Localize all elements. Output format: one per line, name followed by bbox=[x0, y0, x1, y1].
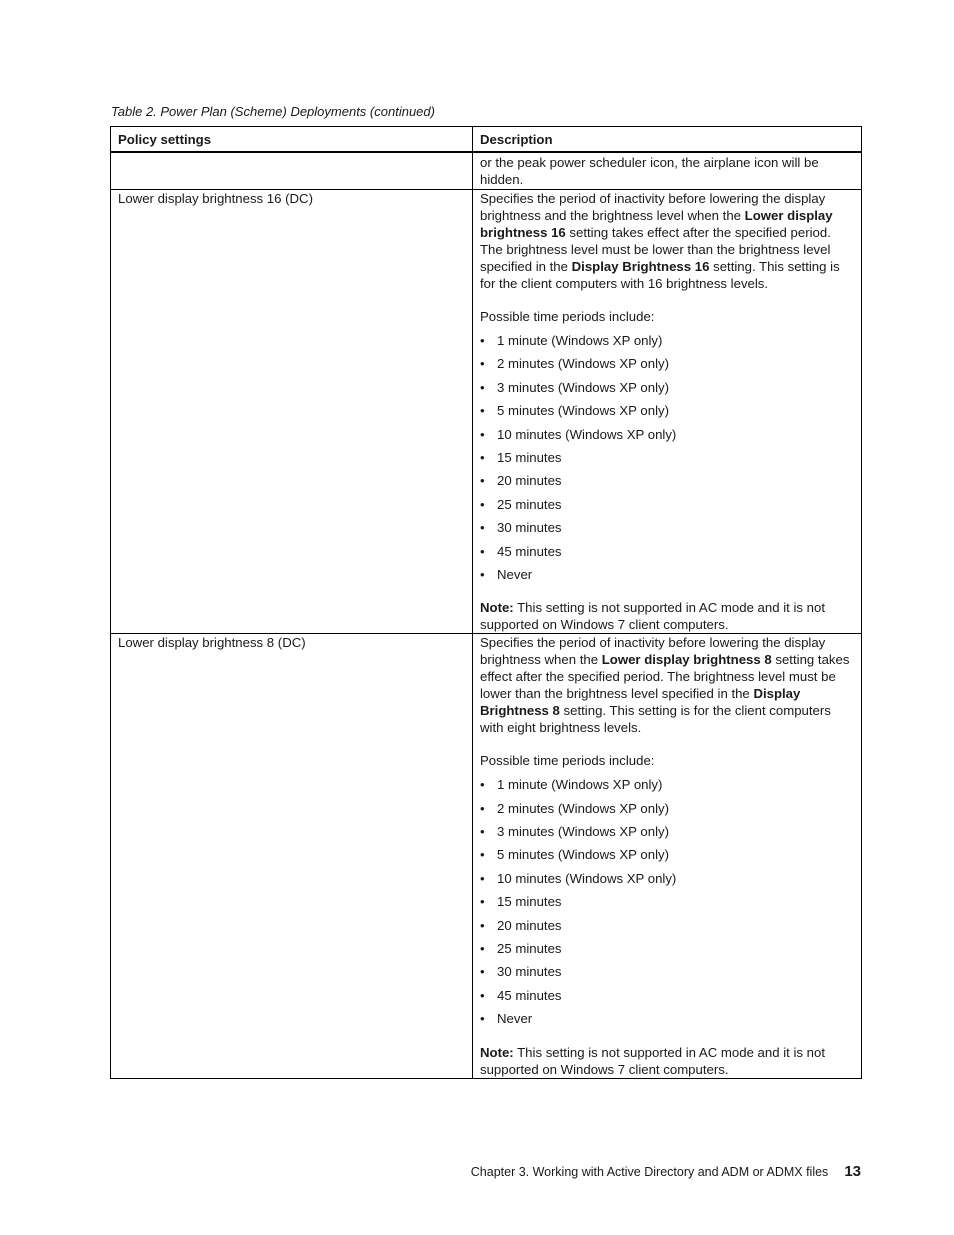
note-label: Note: bbox=[480, 600, 514, 616]
list-item: • Never bbox=[480, 566, 854, 589]
header-policy-settings: Policy settings bbox=[111, 127, 473, 153]
periods-list bbox=[480, 776, 854, 1033]
description-segment: Specifies the period of inactivity before lowering the display brightness and the brightness level when the bbox=[480, 191, 826, 223]
description-segment: setting. This setting is for the client computers with eight brightness levels. bbox=[480, 703, 831, 736]
list-item: • 25 minutes bbox=[480, 496, 854, 519]
bold-setting-name: Lower display brightness 8 bbox=[601, 652, 772, 668]
list-item: • 30 minutes bbox=[480, 963, 854, 986]
list-item: • 25 minutes bbox=[480, 940, 854, 963]
list-item: • 15 minutes bbox=[480, 449, 854, 472]
table-row bbox=[111, 190, 862, 634]
description-segment: Specifies the period of inactivity before lowering the display brightness when the bbox=[480, 635, 826, 668]
note-text: This setting is not supported in AC mode and it is not supported on Windows 7 client computers. bbox=[480, 1044, 826, 1077]
list-item: • 2 minutes (Windows XP only) bbox=[480, 355, 854, 378]
list-item: • 1 minute (Windows XP only) bbox=[480, 776, 854, 799]
list-item: • 20 minutes bbox=[480, 917, 854, 940]
list-item: • 30 minutes bbox=[480, 519, 854, 542]
list-item: • 20 minutes bbox=[480, 472, 854, 495]
table-header-row bbox=[111, 127, 862, 153]
chapter-title: Chapter 3. Working with Active Directory and ADM or ADMX files bbox=[470, 1165, 829, 1179]
bold-setting-name: Display Brightness 8 bbox=[480, 686, 801, 719]
header-description: Description bbox=[473, 127, 862, 153]
description-text bbox=[480, 634, 854, 736]
list-item: • Never bbox=[480, 1010, 854, 1033]
policy-cell: Lower display brightness 8 (DC) bbox=[111, 634, 473, 1078]
note bbox=[480, 599, 854, 633]
continuation-policy-cell bbox=[111, 152, 473, 190]
continuation-description-cell: or the peak power scheduler icon, the airplane icon will be hidden. bbox=[473, 152, 862, 190]
list-item: • 2 minutes (Windows XP only) bbox=[480, 800, 854, 823]
table-row-continuation bbox=[111, 152, 862, 190]
periods-intro: Possible time periods include: bbox=[480, 753, 655, 769]
list-item: • 5 minutes (Windows XP only) bbox=[480, 402, 854, 425]
description-segment: setting takes effect after the specified period. The brightness level must be lower than the brightness level specified in the bbox=[480, 652, 850, 702]
description-cell bbox=[473, 634, 862, 1078]
list-item: • 5 minutes (Windows XP only) bbox=[480, 846, 854, 869]
bold-setting-name: Lower display brightness 16 bbox=[480, 208, 833, 240]
description-segment: setting takes effect after the specified period. The brightness level must be lower than the brightness level specified in the bbox=[480, 225, 831, 274]
note-label: Note: bbox=[480, 1044, 514, 1060]
page-number: 13 bbox=[844, 1163, 861, 1180]
description-cell bbox=[473, 190, 862, 634]
description-segment: setting. This setting is for the client computers with 16 brightness levels. bbox=[480, 259, 840, 291]
table-caption: Table 2. Power Plan (Scheme) Deployments (continued) bbox=[111, 104, 435, 119]
periods-intro: Possible time periods include: bbox=[480, 309, 655, 324]
list-item: • 1 minute (Windows XP only) bbox=[480, 332, 854, 355]
list-item: • 10 minutes (Windows XP only) bbox=[480, 870, 854, 893]
list-item: • 10 minutes (Windows XP only) bbox=[480, 426, 854, 449]
bold-setting-name: Display Brightness 16 bbox=[571, 259, 710, 274]
list-item: • 3 minutes (Windows XP only) bbox=[480, 379, 854, 402]
power-plan-table bbox=[110, 126, 862, 1079]
list-item: • 45 minutes bbox=[480, 987, 854, 1010]
list-item: • 45 minutes bbox=[480, 543, 854, 566]
list-item: • 15 minutes bbox=[480, 893, 854, 916]
policy-cell: Lower display brightness 16 (DC) bbox=[111, 190, 473, 634]
list-item: • 3 minutes (Windows XP only) bbox=[480, 823, 854, 846]
note-text: This setting is not supported in AC mode and it is not supported on Windows 7 client computers. bbox=[480, 600, 826, 633]
table-row bbox=[111, 634, 862, 1078]
note bbox=[480, 1044, 854, 1078]
description-text bbox=[480, 190, 854, 292]
page-footer bbox=[471, 1163, 861, 1180]
periods-list bbox=[480, 332, 854, 589]
